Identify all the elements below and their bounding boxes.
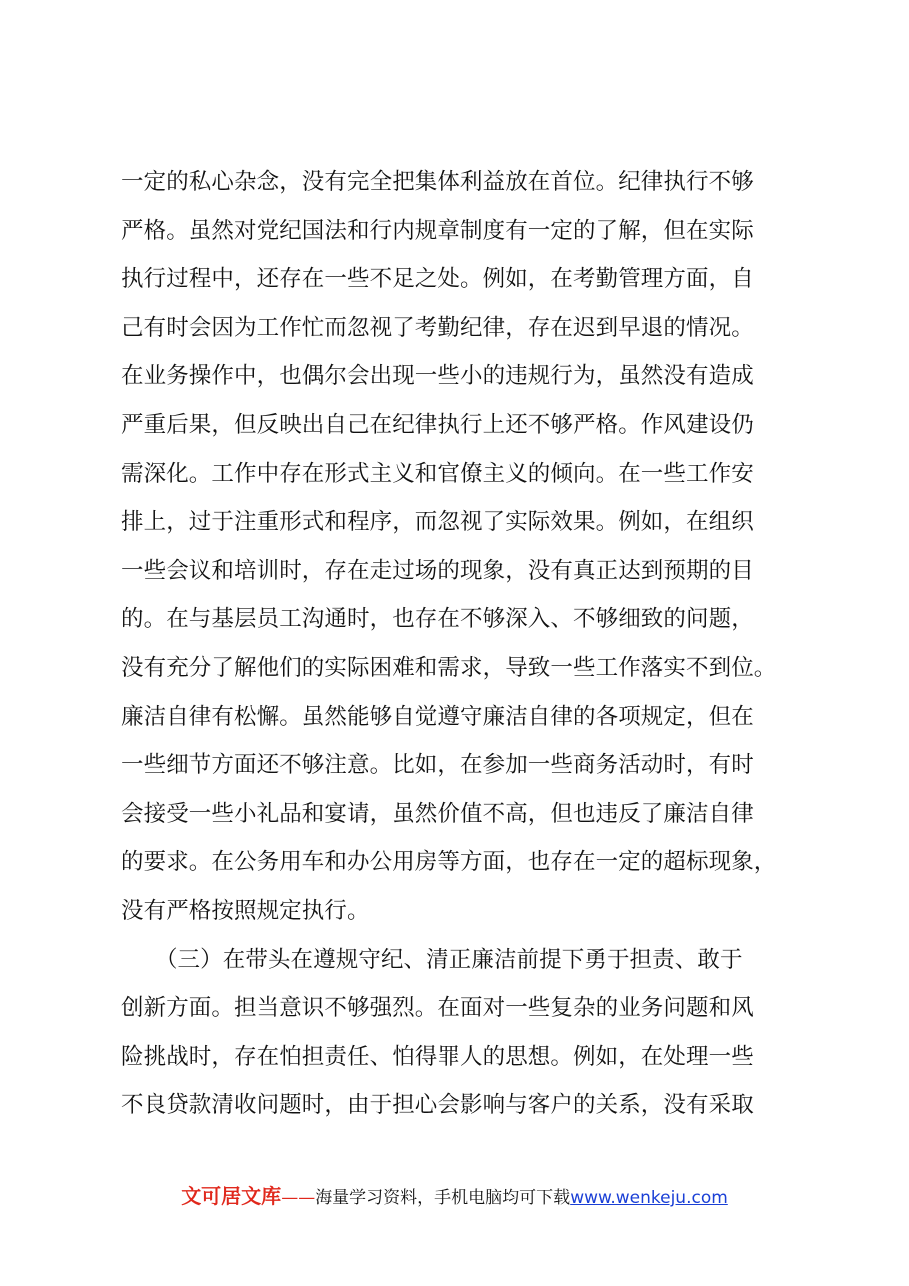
text-line: 一些细节方面还不够注意。比如，在参加一些商务活动时，有时 xyxy=(121,752,754,779)
text-line: 执行过程中，还存在一些不足之处。例如，在考勤管理方面，自 xyxy=(121,266,754,293)
text-line: 严重后果，但反映出自己在纪律执行上还不够严格。作风建设仍 xyxy=(121,411,754,438)
text-line: 没有严格按照规定执行。 xyxy=(121,897,370,924)
text-line: 需深化。工作中存在形式主义和官僚主义的倾向。在一些工作安 xyxy=(121,460,754,487)
text-line: 的。在与基层员工沟通时，也存在不够深入、不够细致的问题， xyxy=(121,606,754,633)
text-line: 没有充分了解他们的实际困难和需求，导致一些工作落实不到位。 xyxy=(121,654,777,681)
text-line: 不良贷款清收问题时，由于担心会影响与客户的关系，没有采取 xyxy=(121,1092,754,1119)
footer-url-link[interactable]: www.wenkeju.com xyxy=(570,1188,728,1208)
text-line: 会接受一些小礼品和宴请，虽然价值不高，但也违反了廉洁自律 xyxy=(121,800,754,827)
text-line: 险挑战时，存在怕担责任、怕得罪人的思想。例如，在处理一些 xyxy=(121,1043,754,1070)
text-line: 在业务操作中，也偶尔会出现一些小的违规行为，虽然没有造成 xyxy=(121,363,754,390)
footer-banner xyxy=(0,1180,909,1209)
text-line: 己有时会因为工作忙而忽视了考勤纪律，存在迟到早退的情况。 xyxy=(121,314,754,341)
footer-dash: —— xyxy=(281,1188,316,1208)
text-line: 一些会议和培训时，存在走过场的现象，没有真正达到预期的目 xyxy=(121,557,754,584)
text-line: 一定的私心杂念，没有完全把集体利益放在首位。纪律执行不够 xyxy=(121,169,754,195)
section-heading-line: （三）在带头在遵规守纪、清正廉洁前提下勇于担责、敢于 xyxy=(121,946,743,973)
footer-brand: 文可居文库 xyxy=(181,1184,282,1208)
text-line: 严格。虽然对党纪国法和行内规章制度有一定的了解，但在实际 xyxy=(121,217,754,244)
footer-tagline: 海量学习资料，手机电脑均可下载 xyxy=(315,1188,571,1208)
text-line: 排上，过于注重形式和程序，而忽视了实际效果。例如，在组织 xyxy=(121,509,754,536)
text-line: 的要求。在公务用车和办公用房等方面，也存在一定的超标现象， xyxy=(121,849,777,876)
text-line: 廉洁自律有松懈。虽然能够自觉遵守廉洁自律的各项规定，但在 xyxy=(121,703,754,730)
document-body xyxy=(121,158,801,1130)
text-line: 创新方面。担当意识不够强烈。在面对一些复杂的业务问题和风 xyxy=(121,995,754,1022)
